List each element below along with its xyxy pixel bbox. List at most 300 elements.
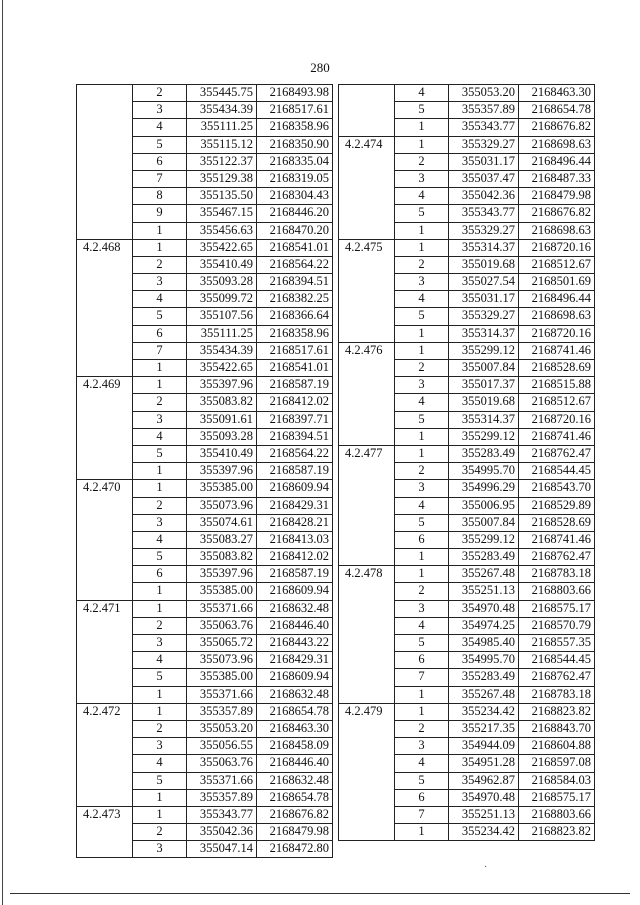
table-row (339, 686, 595, 703)
table-row (339, 119, 595, 136)
parcel-id-cell (339, 635, 395, 652)
x-coordinate-cell: 354995.70 (449, 652, 519, 669)
x-coordinate-cell: 355037.47 (449, 170, 519, 187)
x-coordinate-cell: 355111.25 (187, 325, 257, 342)
table-row (77, 188, 333, 205)
y-coordinate-cell: 2168517.61 (257, 342, 333, 359)
point-number-cell: 1 (395, 566, 449, 583)
y-coordinate-cell: 2168529.89 (519, 497, 595, 514)
parcel-id-cell (77, 102, 133, 119)
parcel-id-cell (77, 549, 133, 566)
x-coordinate-cell: 355410.49 (187, 445, 257, 462)
parcel-id-cell (339, 256, 395, 273)
y-coordinate-cell: 2168720.16 (519, 239, 595, 256)
x-coordinate-cell: 355007.84 (449, 360, 519, 377)
point-number-cell: 6 (395, 652, 449, 669)
parcel-id-cell (339, 85, 395, 102)
x-coordinate-cell: 355410.49 (187, 256, 257, 273)
x-coordinate-cell: 355074.61 (187, 514, 257, 531)
table-row (339, 669, 595, 686)
table-row (77, 463, 333, 480)
point-number-cell: 5 (133, 549, 187, 566)
parcel-id-cell (339, 669, 395, 686)
x-coordinate-cell: 355357.89 (449, 102, 519, 119)
x-coordinate-cell: 355371.66 (187, 600, 257, 617)
x-coordinate-cell: 355063.76 (187, 755, 257, 772)
x-coordinate-cell: 355329.27 (449, 308, 519, 325)
parcel-id-cell (77, 755, 133, 772)
x-coordinate-cell: 354951.28 (449, 755, 519, 772)
table-row (77, 772, 333, 789)
parcel-id-cell (339, 222, 395, 239)
y-coordinate-cell: 2168762.47 (519, 445, 595, 462)
point-number-cell: 3 (133, 738, 187, 755)
point-number-cell: 2 (395, 583, 449, 600)
point-number-cell: 1 (395, 222, 449, 239)
table-row (77, 480, 333, 497)
y-coordinate-cell: 2168741.46 (519, 428, 595, 445)
x-coordinate-cell: 355329.27 (449, 222, 519, 239)
point-number-cell: 1 (133, 686, 187, 703)
point-number-cell: 6 (395, 531, 449, 548)
x-coordinate-cell: 355434.39 (187, 102, 257, 119)
x-coordinate-cell: 355083.27 (187, 531, 257, 548)
y-coordinate-cell: 2168575.17 (519, 789, 595, 806)
parcel-id-cell (339, 205, 395, 222)
y-coordinate-cell: 2168632.48 (257, 772, 333, 789)
point-number-cell: 2 (133, 720, 187, 737)
table-row (339, 342, 595, 359)
y-coordinate-cell: 2168446.40 (257, 617, 333, 634)
parcel-id-cell (77, 531, 133, 548)
y-coordinate-cell: 2168472.80 (257, 841, 333, 858)
y-coordinate-cell: 2168597.08 (519, 755, 595, 772)
y-coordinate-cell: 2168803.66 (519, 583, 595, 600)
x-coordinate-cell: 355091.61 (187, 411, 257, 428)
table-row (339, 617, 595, 634)
parcel-id-cell (77, 738, 133, 755)
parcel-id-cell (339, 600, 395, 617)
table-row (339, 789, 595, 806)
point-number-cell: 1 (133, 222, 187, 239)
y-coordinate-cell: 2168470.20 (257, 222, 333, 239)
parcel-id-cell (77, 342, 133, 359)
x-coordinate-cell: 355397.96 (187, 463, 257, 480)
table-row (339, 445, 595, 462)
y-coordinate-cell: 2168501.69 (519, 274, 595, 291)
parcel-id-cell (339, 170, 395, 187)
point-number-cell: 7 (395, 669, 449, 686)
parcel-id-cell (77, 325, 133, 342)
coordinates-table-left (76, 84, 333, 858)
x-coordinate-cell: 355006.95 (449, 497, 519, 514)
point-number-cell: 4 (395, 85, 449, 102)
y-coordinate-cell: 2168544.45 (519, 652, 595, 669)
point-number-cell: 4 (395, 497, 449, 514)
point-number-cell: 4 (133, 428, 187, 445)
x-coordinate-cell: 355251.13 (449, 806, 519, 823)
table-row (77, 360, 333, 377)
y-coordinate-cell: 2168557.35 (519, 635, 595, 652)
table-row (77, 377, 333, 394)
table-row (77, 291, 333, 308)
y-coordinate-cell: 2168528.69 (519, 514, 595, 531)
parcel-id-cell (339, 531, 395, 548)
point-number-cell: 1 (395, 428, 449, 445)
table-row (339, 566, 595, 583)
parcel-id-cell (339, 514, 395, 531)
y-coordinate-cell: 2168762.47 (519, 669, 595, 686)
table-row (339, 102, 595, 119)
parcel-id-cell (77, 274, 133, 291)
table-row (77, 566, 333, 583)
x-coordinate-cell: 355283.49 (449, 669, 519, 686)
parcel-id-cell (339, 308, 395, 325)
coordinates-table-right (338, 84, 595, 841)
table-row (339, 394, 595, 411)
parcel-id-cell (339, 377, 395, 394)
x-coordinate-cell: 355385.00 (187, 480, 257, 497)
parcel-id-cell: 4.2.474 (339, 136, 395, 153)
table-row (339, 256, 595, 273)
point-number-cell: 5 (395, 205, 449, 222)
parcel-id-cell (77, 153, 133, 170)
page-bottom-line (10, 893, 630, 894)
parcel-id-cell (77, 394, 133, 411)
table-row (339, 153, 595, 170)
y-coordinate-cell: 2168394.51 (257, 274, 333, 291)
table-row (77, 222, 333, 239)
parcel-id-cell (77, 85, 133, 102)
parcel-id-cell: 4.2.472 (77, 703, 133, 720)
parcel-id-cell (339, 153, 395, 170)
point-number-cell: 5 (133, 136, 187, 153)
parcel-id-cell (339, 463, 395, 480)
table-row (339, 514, 595, 531)
table-row (339, 136, 595, 153)
y-coordinate-cell: 2168783.18 (519, 686, 595, 703)
y-coordinate-cell: 2168823.82 (519, 824, 595, 841)
parcel-id-cell (339, 325, 395, 342)
x-coordinate-cell: 355217.35 (449, 720, 519, 737)
y-coordinate-cell: 2168397.71 (257, 411, 333, 428)
y-coordinate-cell: 2168541.01 (257, 360, 333, 377)
y-coordinate-cell: 2168544.45 (519, 463, 595, 480)
y-coordinate-cell: 2168413.03 (257, 531, 333, 548)
y-coordinate-cell: 2168676.82 (519, 119, 595, 136)
x-coordinate-cell: 355019.68 (449, 256, 519, 273)
table-row (77, 531, 333, 548)
x-coordinate-cell: 355267.48 (449, 686, 519, 703)
y-coordinate-cell: 2168676.82 (519, 205, 595, 222)
point-number-cell: 8 (133, 188, 187, 205)
y-coordinate-cell: 2168496.44 (519, 153, 595, 170)
y-coordinate-cell: 2168604.88 (519, 738, 595, 755)
point-number-cell: 4 (133, 291, 187, 308)
y-coordinate-cell: 2168564.22 (257, 445, 333, 462)
point-number-cell: 3 (133, 514, 187, 531)
table-row (339, 274, 595, 291)
y-coordinate-cell: 2168528.69 (519, 360, 595, 377)
table-row (339, 205, 595, 222)
point-number-cell: 5 (133, 445, 187, 462)
point-number-cell: 4 (133, 652, 187, 669)
y-coordinate-cell: 2168587.19 (257, 463, 333, 480)
point-number-cell: 5 (133, 669, 187, 686)
parcel-id-cell (339, 789, 395, 806)
table-row (77, 824, 333, 841)
y-coordinate-cell: 2168676.82 (257, 806, 333, 823)
parcel-id-cell (339, 119, 395, 136)
point-number-cell: 4 (133, 755, 187, 772)
table-row (339, 772, 595, 789)
point-number-cell: 1 (133, 789, 187, 806)
parcel-id-cell (339, 291, 395, 308)
parcel-id-cell (77, 445, 133, 462)
y-coordinate-cell: 2168698.63 (519, 222, 595, 239)
parcel-id-cell (339, 274, 395, 291)
y-coordinate-cell: 2168412.02 (257, 394, 333, 411)
parcel-id-cell: 4.2.475 (339, 239, 395, 256)
point-number-cell: 7 (395, 806, 449, 823)
x-coordinate-cell: 355107.56 (187, 308, 257, 325)
point-number-cell: 3 (133, 635, 187, 652)
parcel-id-cell (77, 360, 133, 377)
x-coordinate-cell: 355434.39 (187, 342, 257, 359)
point-number-cell: 1 (133, 583, 187, 600)
y-coordinate-cell: 2168512.67 (519, 256, 595, 273)
x-coordinate-cell: 355343.77 (187, 806, 257, 823)
y-coordinate-cell: 2168632.48 (257, 686, 333, 703)
y-coordinate-cell: 2168358.96 (257, 119, 333, 136)
point-number-cell: 3 (395, 274, 449, 291)
parcel-id-cell (77, 686, 133, 703)
x-coordinate-cell: 355422.65 (187, 239, 257, 256)
point-number-cell: 3 (395, 377, 449, 394)
point-number-cell: 1 (395, 136, 449, 153)
parcel-id-cell: 4.2.469 (77, 377, 133, 394)
x-coordinate-cell: 355283.49 (449, 549, 519, 566)
x-coordinate-cell: 355017.37 (449, 377, 519, 394)
parcel-id-cell (339, 188, 395, 205)
x-coordinate-cell: 355065.72 (187, 635, 257, 652)
point-number-cell: 5 (395, 635, 449, 652)
x-coordinate-cell: 355083.82 (187, 549, 257, 566)
scan-speck: · (484, 862, 488, 873)
point-number-cell: 3 (395, 170, 449, 187)
table-row (77, 239, 333, 256)
y-coordinate-cell: 2168479.98 (519, 188, 595, 205)
x-coordinate-cell: 355115.12 (187, 136, 257, 153)
point-number-cell: 3 (133, 411, 187, 428)
parcel-id-cell (77, 291, 133, 308)
parcel-id-cell (77, 308, 133, 325)
point-number-cell: 1 (133, 377, 187, 394)
y-coordinate-cell: 2168720.16 (519, 411, 595, 428)
point-number-cell: 1 (133, 360, 187, 377)
table-row (339, 428, 595, 445)
y-coordinate-cell: 2168428.21 (257, 514, 333, 531)
parcel-id-cell: 4.2.479 (339, 703, 395, 720)
parcel-id-cell (339, 686, 395, 703)
point-number-cell: 9 (133, 205, 187, 222)
x-coordinate-cell: 355422.65 (187, 360, 257, 377)
parcel-id-cell (339, 772, 395, 789)
parcel-id-cell (77, 514, 133, 531)
y-coordinate-cell: 2168570.79 (519, 617, 595, 634)
parcel-id-cell (77, 205, 133, 222)
x-coordinate-cell: 355019.68 (449, 394, 519, 411)
y-coordinate-cell: 2168479.98 (257, 824, 333, 841)
x-coordinate-cell: 355093.28 (187, 428, 257, 445)
x-coordinate-cell: 354985.40 (449, 635, 519, 652)
point-number-cell: 6 (133, 566, 187, 583)
parcel-id-cell (339, 720, 395, 737)
y-coordinate-cell: 2168515.88 (519, 377, 595, 394)
y-coordinate-cell: 2168632.48 (257, 600, 333, 617)
table-row (77, 153, 333, 170)
parcel-id-cell (339, 806, 395, 823)
point-number-cell: 3 (133, 102, 187, 119)
table-row (77, 136, 333, 153)
y-coordinate-cell: 2168366.64 (257, 308, 333, 325)
table-row (77, 806, 333, 823)
y-coordinate-cell: 2168783.18 (519, 566, 595, 583)
x-coordinate-cell: 355047.14 (187, 841, 257, 858)
parcel-id-cell (77, 428, 133, 445)
x-coordinate-cell: 354996.29 (449, 480, 519, 497)
table-row (77, 102, 333, 119)
table-row (339, 806, 595, 823)
table-row (339, 652, 595, 669)
point-number-cell: 1 (395, 824, 449, 841)
y-coordinate-cell: 2168654.78 (257, 703, 333, 720)
x-coordinate-cell: 355099.72 (187, 291, 257, 308)
y-coordinate-cell: 2168512.67 (519, 394, 595, 411)
y-coordinate-cell: 2168394.51 (257, 428, 333, 445)
parcel-id-cell (339, 411, 395, 428)
point-number-cell: 5 (395, 411, 449, 428)
y-coordinate-cell: 2168458.09 (257, 738, 333, 755)
table-row (77, 411, 333, 428)
parcel-id-cell: 4.2.470 (77, 480, 133, 497)
point-number-cell: 1 (395, 703, 449, 720)
x-coordinate-cell: 355083.82 (187, 394, 257, 411)
parcel-id-cell (77, 789, 133, 806)
table-row (339, 755, 595, 772)
point-number-cell: 1 (395, 119, 449, 136)
y-coordinate-cell: 2168517.61 (257, 102, 333, 119)
parcel-id-cell (77, 566, 133, 583)
x-coordinate-cell: 355027.54 (449, 274, 519, 291)
x-coordinate-cell: 355385.00 (187, 669, 257, 686)
table-row (77, 428, 333, 445)
point-number-cell: 2 (133, 824, 187, 841)
x-coordinate-cell: 355007.84 (449, 514, 519, 531)
y-coordinate-cell: 2168358.96 (257, 325, 333, 342)
y-coordinate-cell: 2168609.94 (257, 480, 333, 497)
point-number-cell: 5 (395, 514, 449, 531)
point-number-cell: 4 (133, 119, 187, 136)
parcel-id-cell: 4.2.477 (339, 445, 395, 462)
table-row (339, 239, 595, 256)
table-row (77, 205, 333, 222)
x-coordinate-cell: 355042.36 (187, 824, 257, 841)
y-coordinate-cell: 2168698.63 (519, 308, 595, 325)
parcel-id-cell (77, 635, 133, 652)
x-coordinate-cell: 355283.49 (449, 445, 519, 462)
x-coordinate-cell: 354974.25 (449, 617, 519, 634)
parcel-id-cell (339, 497, 395, 514)
y-coordinate-cell: 2168575.17 (519, 600, 595, 617)
table-row (77, 325, 333, 342)
parcel-id-cell (339, 583, 395, 600)
x-coordinate-cell: 355397.96 (187, 377, 257, 394)
point-number-cell: 6 (133, 153, 187, 170)
point-number-cell: 5 (395, 308, 449, 325)
table-row (339, 170, 595, 187)
x-coordinate-cell: 354995.70 (449, 463, 519, 480)
parcel-id-cell (339, 428, 395, 445)
x-coordinate-cell: 355053.20 (187, 720, 257, 737)
y-coordinate-cell: 2168584.03 (519, 772, 595, 789)
parcel-id-cell (77, 497, 133, 514)
table-row (77, 445, 333, 462)
y-coordinate-cell: 2168654.78 (257, 789, 333, 806)
point-number-cell: 3 (395, 600, 449, 617)
parcel-id-cell (77, 824, 133, 841)
point-number-cell: 3 (395, 480, 449, 497)
x-coordinate-cell: 355397.96 (187, 566, 257, 583)
parcel-id-cell (339, 755, 395, 772)
parcel-id-cell (77, 772, 133, 789)
point-number-cell: 2 (395, 256, 449, 273)
x-coordinate-cell: 355357.89 (187, 789, 257, 806)
y-coordinate-cell: 2168412.02 (257, 549, 333, 566)
x-coordinate-cell: 355267.48 (449, 566, 519, 583)
point-number-cell: 7 (133, 342, 187, 359)
x-coordinate-cell: 355299.12 (449, 531, 519, 548)
parcel-id-cell (77, 652, 133, 669)
table-row (339, 720, 595, 737)
point-number-cell: 2 (133, 617, 187, 634)
parcel-id-cell: 4.2.478 (339, 566, 395, 583)
point-number-cell: 1 (133, 239, 187, 256)
table-row (339, 703, 595, 720)
parcel-id-cell (339, 617, 395, 634)
point-number-cell: 1 (133, 806, 187, 823)
x-coordinate-cell: 355063.76 (187, 617, 257, 634)
point-number-cell: 2 (395, 720, 449, 737)
y-coordinate-cell: 2168587.19 (257, 377, 333, 394)
table-row (339, 411, 595, 428)
table-row (77, 342, 333, 359)
parcel-id-cell (339, 480, 395, 497)
table-row (77, 617, 333, 634)
point-number-cell: 1 (395, 445, 449, 462)
table-row (77, 256, 333, 273)
x-coordinate-cell: 355343.77 (449, 119, 519, 136)
x-coordinate-cell: 354970.48 (449, 600, 519, 617)
y-coordinate-cell: 2168823.82 (519, 703, 595, 720)
x-coordinate-cell: 355385.00 (187, 583, 257, 600)
table-row (339, 480, 595, 497)
table-row (77, 720, 333, 737)
parcel-id-cell (77, 669, 133, 686)
parcel-id-cell (77, 583, 133, 600)
parcel-id-cell: 4.2.468 (77, 239, 133, 256)
table-row (77, 85, 333, 102)
